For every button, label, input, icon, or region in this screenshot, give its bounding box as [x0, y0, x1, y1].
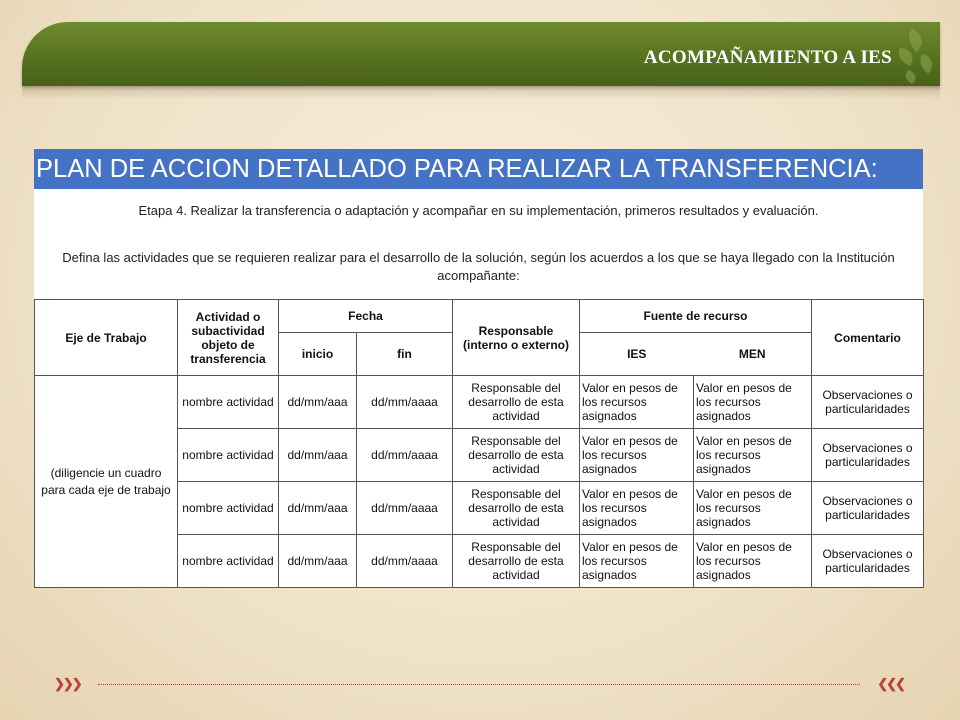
cell-responsable: Responsable del desarrollo de esta actividad [453, 482, 580, 535]
cell-ies: Valor en pesos de los recursos asignados [580, 376, 694, 429]
col-fuente-header: Fuente de recurso [580, 300, 812, 333]
col-fecha-header: Fecha [279, 300, 453, 333]
defina-text: Defina las actividades que se requieren realizar para el desarrollo de la solución, según los acuerdos a los que se haya llegado con la Institución acompañante: [62, 250, 895, 283]
cell-comentario: Observaciones o particularidades [812, 376, 924, 429]
cell-actividad: nombre actividad [178, 482, 279, 535]
cell-actividad: nombre actividad [178, 535, 279, 588]
eje-note: (diligencie un cuadro para cada eje de trabajo [35, 376, 178, 588]
col-inicio-header: inicio [279, 333, 357, 376]
cell-men: Valor en pesos de los recursos asignados [694, 376, 812, 429]
cell-responsable: Responsable del desarrollo de esta actividad [453, 429, 580, 482]
cell-comentario: Observaciones o particularidades [812, 482, 924, 535]
cell-men: Valor en pesos de los recursos asignados [694, 535, 812, 588]
cell-actividad: nombre actividad [178, 429, 279, 482]
cell-inicio: dd/mm/aaa [279, 535, 357, 588]
action-plan-table [34, 299, 924, 588]
col-comentario-header: Comentario [812, 300, 924, 376]
cell-inicio: dd/mm/aaa [279, 429, 357, 482]
cell-men: Valor en pesos de los recursos asignados [694, 429, 812, 482]
cell-ies: Valor en pesos de los recursos asignados [580, 535, 694, 588]
cell-inicio: dd/mm/aaa [279, 482, 357, 535]
instructions-panel [34, 189, 923, 299]
cell-responsable: Responsable del desarrollo de esta actividad [453, 535, 580, 588]
cell-comentario: Observaciones o particularidades [812, 429, 924, 482]
col-fin-header: fin [357, 333, 453, 376]
cell-comentario: Observaciones o particularidades [812, 535, 924, 588]
cell-responsable: Responsable del desarrollo de esta actividad [453, 376, 580, 429]
cell-inicio: dd/mm/aaa [279, 376, 357, 429]
arrows-right-icon: ❯❯❯ [54, 676, 81, 691]
cell-fin: dd/mm/aaaa [357, 482, 453, 535]
cell-fin: dd/mm/aaaa [357, 535, 453, 588]
arrows-left-icon: ❮❮❮ [877, 676, 904, 691]
col-actividad-header: Actividad o subactividad objeto de transferencia [178, 300, 279, 376]
header-row-1 [35, 300, 924, 333]
col-responsable-header: Responsable (interno o externo) [453, 300, 580, 376]
col-eje-header: Eje de Trabajo [35, 300, 178, 376]
cell-ies: Valor en pesos de los recursos asignados [580, 429, 694, 482]
cell-fin: dd/mm/aaaa [357, 376, 453, 429]
cell-men: Valor en pesos de los recursos asignados [694, 482, 812, 535]
cell-ies: Valor en pesos de los recursos asignados [580, 482, 694, 535]
document-title: PLAN DE ACCION DETALLADO PARA REALIZAR LA TRANSFERENCIA: [34, 149, 923, 189]
etapa-text: Etapa 4. Realizar la transferencia o adaptación y acompañar en su implementación, primeros resultados y evaluación. [138, 203, 819, 218]
banner-shadow [22, 86, 940, 100]
table-row [35, 376, 924, 429]
cell-fin: dd/mm/aaaa [357, 429, 453, 482]
cell-actividad: nombre actividad [178, 376, 279, 429]
footer-ornament [54, 676, 904, 692]
col-men-header: MEN [694, 333, 812, 376]
col-ies-header: IES [580, 333, 694, 376]
header-title: ACOMPAÑAMIENTO A IES [643, 47, 892, 68]
dotted-divider [98, 684, 860, 685]
